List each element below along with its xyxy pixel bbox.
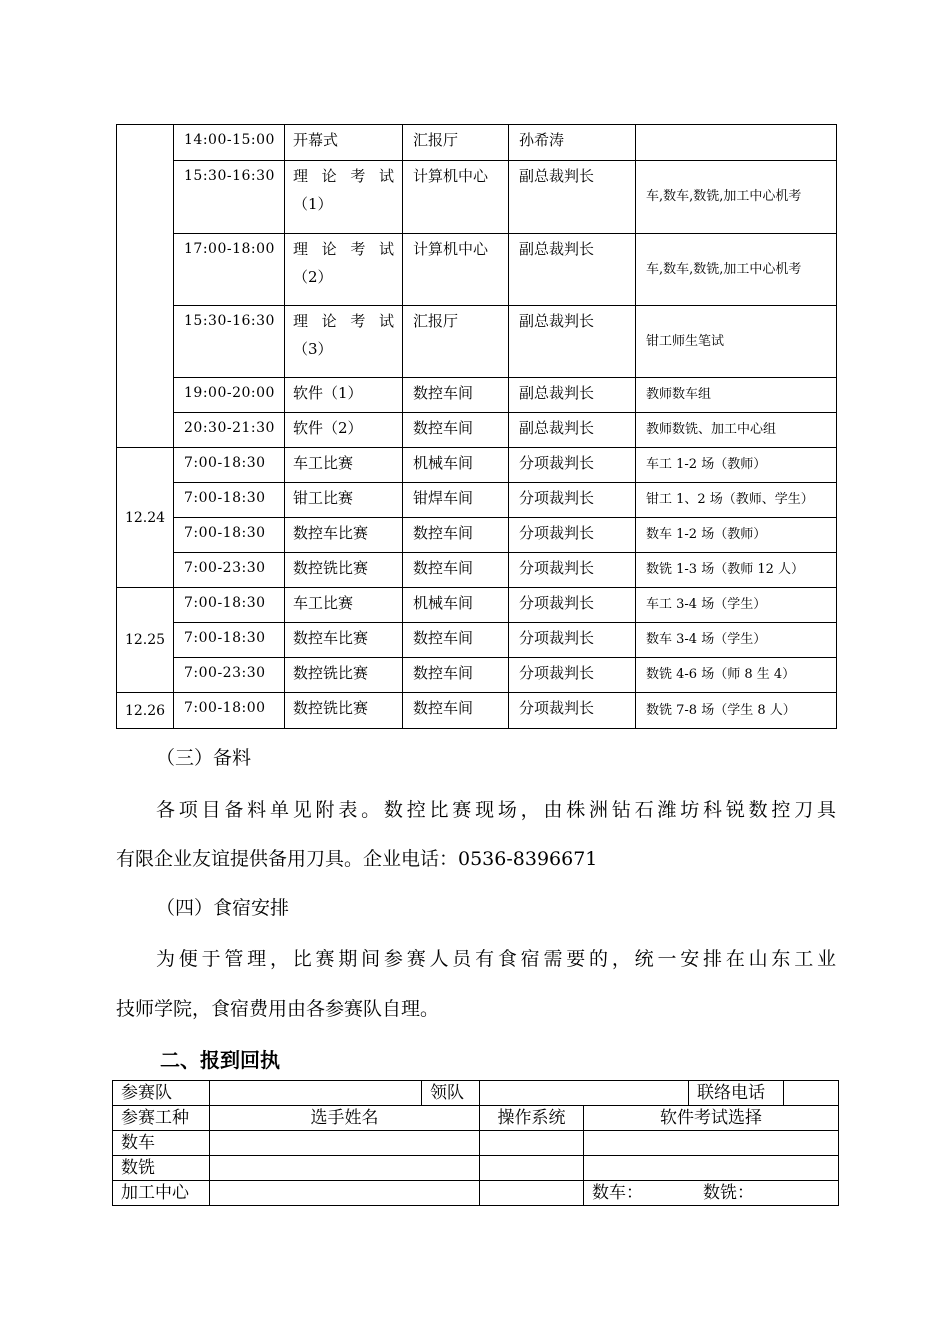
phone-cell (689, 1081, 839, 1106)
event-sub: （2） (293, 268, 333, 286)
event-cell: 软件（1） (285, 378, 403, 413)
table-row (113, 1156, 839, 1181)
event-cell: 数控铣比赛 (285, 553, 403, 588)
person-cell: 分项裁判长 (509, 623, 636, 658)
table-row (117, 234, 837, 306)
team-label: 参赛队 (113, 1081, 210, 1106)
section-3-paragraph-line-2: 有限企业友谊提供备用刀具。企业电话：0536-8396671 (116, 848, 598, 870)
event-cell: 开幕式 (285, 125, 403, 161)
event-cell (285, 234, 403, 306)
person-cell: 分项裁判长 (509, 553, 636, 588)
table-row (117, 448, 837, 483)
location-cell: 机械车间 (403, 588, 509, 623)
table-row (113, 1081, 839, 1106)
table-row (117, 483, 837, 518)
event-cell: 车工比赛 (285, 448, 403, 483)
section-two-heading: 二、报到回执 (160, 1048, 280, 1072)
time-cell: 17:00-18:00 (174, 234, 285, 306)
event-cell: 数控车比赛 (285, 518, 403, 553)
table-row (113, 1131, 839, 1156)
location-cell: 数控车间 (403, 378, 509, 413)
event-cell: 数控车比赛 (285, 623, 403, 658)
note-cell: 车,数车,数铣,加工中心机考 (636, 161, 837, 234)
table-row (117, 623, 837, 658)
time-cell: 7:00-18:30 (174, 448, 285, 483)
section-3-paragraph-line-1: 各项目备料单见附表。数控比赛现场，由株洲钻石潍坊科锐数控刀具 (156, 799, 836, 821)
date-cell: 12.24 (117, 448, 174, 588)
leader-label: 领队 (422, 1081, 480, 1106)
name-input-cell[interactable] (210, 1131, 480, 1156)
time-cell: 7:00-23:30 (174, 553, 285, 588)
table-row (117, 306, 837, 378)
table-row (117, 161, 837, 234)
software-label: 软件考试选择 (584, 1106, 839, 1131)
note-cell: 钳工 1、2 场（教师、学生） (636, 483, 837, 518)
location-cell: 机械车间 (403, 448, 509, 483)
person-cell: 分项裁判长 (509, 518, 636, 553)
software-choice-cell[interactable] (584, 1181, 839, 1206)
note-cell: 车工 3-4 场（学生） (636, 588, 837, 623)
event-main: 理论考试 (293, 240, 394, 258)
person-cell: 分项裁判长 (509, 448, 636, 483)
time-cell: 14:00-15:00 (174, 125, 285, 161)
table-row (117, 125, 837, 161)
note-cell: 教师数铣、加工中心组 (636, 413, 837, 448)
note-cell: 数铣 7-8 场（学生 8 人） (636, 693, 837, 729)
os-input-cell[interactable] (480, 1131, 584, 1156)
person-cell: 分项裁判长 (509, 658, 636, 693)
type-label: 参赛工种 (113, 1106, 210, 1131)
note-cell: 数铣 1-3 场（教师 12 人） (636, 553, 837, 588)
location-cell: 汇报厅 (403, 306, 509, 378)
os-input-cell[interactable] (480, 1156, 584, 1181)
note-cell: 数车 3-4 场（学生） (636, 623, 837, 658)
time-cell: 7:00-18:30 (174, 623, 285, 658)
person-cell: 分项裁判长 (509, 693, 636, 729)
name-label: 选手姓名 (210, 1106, 480, 1131)
receipt-table (112, 1080, 839, 1206)
table-row (117, 658, 837, 693)
date-cell: 12.25 (117, 588, 174, 693)
event-cell (285, 161, 403, 234)
event-cell: 软件（2） (285, 413, 403, 448)
note-cell: 钳工师生笔试 (636, 306, 837, 378)
time-cell: 7:00-18:30 (174, 483, 285, 518)
note-cell (636, 125, 837, 161)
phone-input[interactable] (784, 1081, 838, 1105)
date-cell: 12.26 (117, 693, 174, 729)
table-row (117, 588, 837, 623)
location-cell: 计算机中心 (403, 161, 509, 234)
person-cell: 副总裁判长 (509, 234, 636, 306)
section-4-paragraph-line-1: 为便于管理，比赛期间参赛人员有食宿需要的，统一安排在山东工业 (156, 948, 836, 970)
section-4-paragraph-line-2: 技师学院，食宿费用由各参赛队自理。 (116, 998, 440, 1020)
note-cell: 数车 1-2 场（教师） (636, 518, 837, 553)
table-row (113, 1106, 839, 1131)
time-cell: 7:00-23:30 (174, 658, 285, 693)
name-input-cell[interactable] (210, 1156, 480, 1181)
software-input-cell[interactable] (584, 1156, 839, 1181)
table-row (113, 1181, 839, 1206)
time-cell: 7:00-18:30 (174, 518, 285, 553)
type-cnc-lathe: 数车 (113, 1131, 210, 1156)
event-main: 理论考试 (293, 167, 394, 185)
table-row (117, 518, 837, 553)
note-cell: 数铣 4-6 场（师 8 生 4） (636, 658, 837, 693)
event-cell: 车工比赛 (285, 588, 403, 623)
os-label: 操作系统 (480, 1106, 584, 1131)
person-cell: 副总裁判长 (509, 306, 636, 378)
os-input-cell[interactable] (480, 1181, 584, 1206)
type-machining-center: 加工中心 (113, 1181, 210, 1206)
section-4-heading: （四）食宿安排 (156, 897, 290, 919)
location-cell: 汇报厅 (403, 125, 509, 161)
section-3-heading: （三）备料 (156, 747, 252, 769)
location-cell: 数控车间 (403, 553, 509, 588)
event-cell: 钳工比赛 (285, 483, 403, 518)
event-sub: （1） (293, 195, 333, 213)
date-cell (117, 125, 174, 448)
phone-label: 联络电话 (689, 1081, 784, 1105)
location-cell: 计算机中心 (403, 234, 509, 306)
time-cell: 20:30-21:30 (174, 413, 285, 448)
person-cell: 副总裁判长 (509, 161, 636, 234)
name-input-cell[interactable] (210, 1181, 480, 1206)
event-cell (285, 306, 403, 378)
location-cell: 数控车间 (403, 623, 509, 658)
person-cell: 副总裁判长 (509, 413, 636, 448)
person-cell: 分项裁判长 (509, 483, 636, 518)
note-cell: 教师数车组 (636, 378, 837, 413)
team-input-cell[interactable] (210, 1081, 422, 1106)
note-cell: 车,数车,数铣,加工中心机考 (636, 234, 837, 306)
location-cell: 数控车间 (403, 413, 509, 448)
person-cell: 副总裁判长 (509, 378, 636, 413)
event-sub: （3） (293, 340, 333, 358)
table-row (117, 693, 837, 729)
table-row (117, 413, 837, 448)
note-cell: 车工 1-2 场（教师） (636, 448, 837, 483)
type-cnc-mill: 数铣 (113, 1156, 210, 1181)
person-cell: 分项裁判长 (509, 588, 636, 623)
time-cell: 7:00-18:00 (174, 693, 285, 729)
location-cell: 数控车间 (403, 518, 509, 553)
table-row (117, 378, 837, 413)
leader-input-cell[interactable] (480, 1081, 689, 1106)
time-cell: 7:00-18:30 (174, 588, 285, 623)
schedule-table (116, 124, 837, 729)
time-cell: 19:00-20:00 (174, 378, 285, 413)
event-main: 理论考试 (293, 312, 394, 330)
software-input-cell[interactable] (584, 1131, 839, 1156)
time-cell: 15:30-16:30 (174, 306, 285, 378)
location-cell: 钳焊车间 (403, 483, 509, 518)
time-cell: 15:30-16:30 (174, 161, 285, 234)
table-row (117, 553, 837, 588)
location-cell: 数控车间 (403, 693, 509, 729)
choice-mill: 数铣： (703, 1183, 754, 1203)
person-cell: 孙希涛 (509, 125, 636, 161)
event-cell: 数控铣比赛 (285, 658, 403, 693)
choice-lathe: 数车： (592, 1183, 643, 1203)
location-cell: 数控车间 (403, 658, 509, 693)
event-cell: 数控铣比赛 (285, 693, 403, 729)
